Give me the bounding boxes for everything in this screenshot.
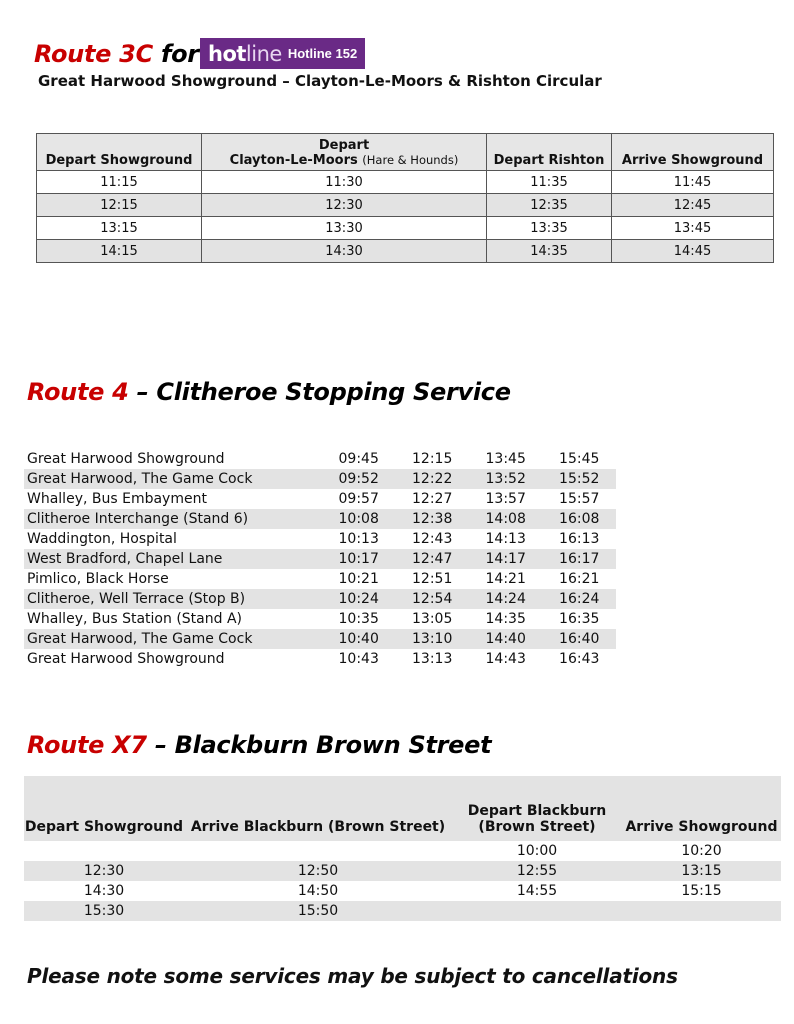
time-cell: 16:43: [559, 651, 600, 667]
time-cell: [184, 841, 452, 861]
stop-name: Great Harwood Showground: [27, 651, 225, 667]
time-cell: 13:57: [485, 491, 526, 507]
time-cell: 16:35: [559, 611, 600, 627]
time-cell: 14:43: [485, 651, 526, 667]
col-header: Depart Showground: [24, 776, 184, 841]
time-cell: 12:55: [452, 861, 622, 881]
col-header: Arrive Showground: [622, 776, 781, 841]
table-row: [24, 489, 616, 509]
time-cell: 15:52: [542, 469, 616, 489]
time-cell: 11:45: [612, 171, 774, 194]
time-cell: 14:35: [485, 611, 526, 627]
col-header-line: Depart: [318, 138, 370, 153]
table-header-row: [24, 776, 781, 841]
table-row: [24, 589, 616, 609]
route-4-label: Route 4: [27, 378, 129, 406]
col-header: [452, 776, 622, 841]
time-cell: 14:40: [469, 629, 543, 649]
time-cell: 13:45: [612, 217, 774, 240]
time-cell: 16:24: [542, 589, 616, 609]
stop-name: Whalley, Bus Station (Stand A): [27, 611, 242, 627]
col-header-note: (Hare & Hounds): [362, 153, 459, 167]
time-cell: 12:38: [395, 509, 469, 529]
time-cell: 12:43: [412, 531, 453, 547]
table-row: [24, 881, 781, 901]
time-cell: 14:15: [37, 240, 202, 263]
route-3c-for: for: [160, 40, 199, 68]
col-header-line: Clayton-Le-Moors: [229, 153, 358, 168]
col-header: Depart Showground: [37, 134, 202, 171]
stop-name: Great Harwood, The Game Cock: [24, 629, 322, 649]
hotline-number: Hotline 152: [287, 46, 358, 61]
time-cell: 14:08: [469, 509, 543, 529]
stop-name: West Bradford, Chapel Lane: [24, 549, 322, 569]
time-cell: 12:30: [202, 194, 487, 217]
time-cell: 16:13: [559, 531, 600, 547]
time-cell: 14:35: [487, 240, 612, 263]
table-row: [24, 509, 616, 529]
route-x7-label: Route X7: [27, 731, 147, 759]
time-cell: 11:35: [487, 171, 612, 194]
time-cell: 10:35: [338, 611, 379, 627]
time-cell: 12:51: [412, 571, 453, 587]
time-cell: 10:17: [322, 549, 396, 569]
route-x7-title: [27, 731, 491, 759]
time-cell: 16:21: [559, 571, 600, 587]
time-cell: 11:30: [202, 171, 487, 194]
time-cell: 14:50: [297, 883, 339, 899]
time-cell: 12:47: [395, 549, 469, 569]
time-cell: 12:54: [395, 589, 469, 609]
time-cell: 10:40: [322, 629, 396, 649]
route-x7-name: – Blackburn Brown Street: [154, 731, 492, 759]
time-cell: 13:35: [487, 217, 612, 240]
stop-name: Great Harwood Showground: [27, 451, 225, 467]
time-cell: 10:20: [681, 843, 722, 859]
time-cell: 12:50: [184, 861, 452, 881]
route-4-timetable: [24, 449, 616, 669]
route-3c-label: Route 3C: [34, 40, 153, 68]
table-row: [24, 569, 616, 589]
time-cell: 11:15: [37, 171, 202, 194]
stop-name: Clitheroe Interchange (Stand 6): [24, 509, 322, 529]
hotline-wordmark: hotline: [208, 41, 282, 66]
time-cell: 15:57: [559, 491, 600, 507]
time-cell: 12:27: [412, 491, 453, 507]
time-cell: 14:13: [485, 531, 526, 547]
time-cell: 13:15: [37, 217, 202, 240]
time-cell: 10:13: [338, 531, 379, 547]
col-header: Depart Rishton: [487, 134, 612, 171]
time-cell: 15:50: [184, 901, 452, 921]
table-row: [37, 240, 774, 263]
time-cell: 12:22: [395, 469, 469, 489]
hotline-logo: [200, 38, 365, 69]
time-cell: 09:57: [338, 491, 379, 507]
time-cell: 16:17: [542, 549, 616, 569]
time-cell: [24, 841, 184, 861]
time-cell: 16:08: [542, 509, 616, 529]
route-3c-timetable: [36, 133, 774, 263]
time-cell: 14:45: [612, 240, 774, 263]
time-cell: 14:17: [469, 549, 543, 569]
time-cell: 12:15: [37, 194, 202, 217]
table-row: [37, 171, 774, 194]
table-row: [24, 469, 616, 489]
time-cell: 13:10: [395, 629, 469, 649]
col-header-line: (Brown Street): [478, 819, 596, 835]
time-cell: 13:52: [469, 469, 543, 489]
stop-name: Clitheroe, Well Terrace (Stop B): [24, 589, 322, 609]
stop-name: Pimlico, Black Horse: [27, 571, 169, 587]
time-cell: 10:08: [322, 509, 396, 529]
time-cell: 14:30: [83, 883, 125, 899]
table-row: [24, 549, 616, 569]
time-cell: 09:45: [338, 451, 379, 467]
stop-name: Whalley, Bus Embayment: [27, 491, 207, 507]
stop-name: Waddington, Hospital: [27, 531, 177, 547]
time-cell: 13:05: [412, 611, 453, 627]
time-cell: 13:30: [202, 217, 487, 240]
time-cell: 13:15: [622, 861, 781, 881]
col-header: [202, 134, 487, 171]
time-cell: 15:15: [681, 883, 722, 899]
route-4-title: [27, 378, 511, 406]
time-cell: 12:45: [612, 194, 774, 217]
time-cell: 15:45: [559, 451, 600, 467]
col-header: Arrive Blackburn (Brown Street): [184, 776, 452, 841]
time-cell: 15:30: [24, 901, 184, 921]
route-4-name: – Clitheroe Stopping Service: [136, 378, 511, 406]
stop-name: Great Harwood, The Game Cock: [24, 469, 322, 489]
table-row: [24, 609, 616, 629]
time-cell: 10:00: [516, 843, 558, 859]
time-cell: 12:15: [412, 451, 453, 467]
table-row: [37, 194, 774, 217]
time-cell: 09:52: [322, 469, 396, 489]
col-header-line: Depart Blackburn: [467, 803, 607, 819]
table-row: [24, 529, 616, 549]
table-row: [24, 861, 781, 881]
route-3c-title: [34, 40, 199, 68]
route-3c-subtitle: Great Harwood Showground – Clayton-Le-Moors & Rishton Circular: [38, 72, 602, 90]
time-cell: 13:13: [412, 651, 453, 667]
time-cell: 16:40: [542, 629, 616, 649]
time-cell: 10:24: [322, 589, 396, 609]
table-row: [24, 629, 616, 649]
time-cell: 14:21: [485, 571, 526, 587]
route-x7-timetable: [24, 776, 781, 921]
time-cell: 10:21: [338, 571, 379, 587]
table-header-row: [37, 134, 774, 171]
table-row: [24, 901, 781, 921]
time-cell: 12:30: [24, 861, 184, 881]
time-cell: 14:24: [469, 589, 543, 609]
col-header: Arrive Showground: [612, 134, 774, 171]
table-row: [24, 649, 616, 669]
time-cell: [452, 901, 622, 921]
cancellation-notice: Please note some services may be subject to cancellations: [27, 964, 678, 988]
time-cell: 10:43: [338, 651, 379, 667]
time-cell: 14:55: [516, 883, 558, 899]
table-row: [24, 841, 781, 861]
time-cell: 12:35: [487, 194, 612, 217]
time-cell: [622, 901, 781, 921]
table-row: [24, 449, 616, 469]
time-cell: 14:30: [202, 240, 487, 263]
table-row: [37, 217, 774, 240]
time-cell: 13:45: [485, 451, 526, 467]
